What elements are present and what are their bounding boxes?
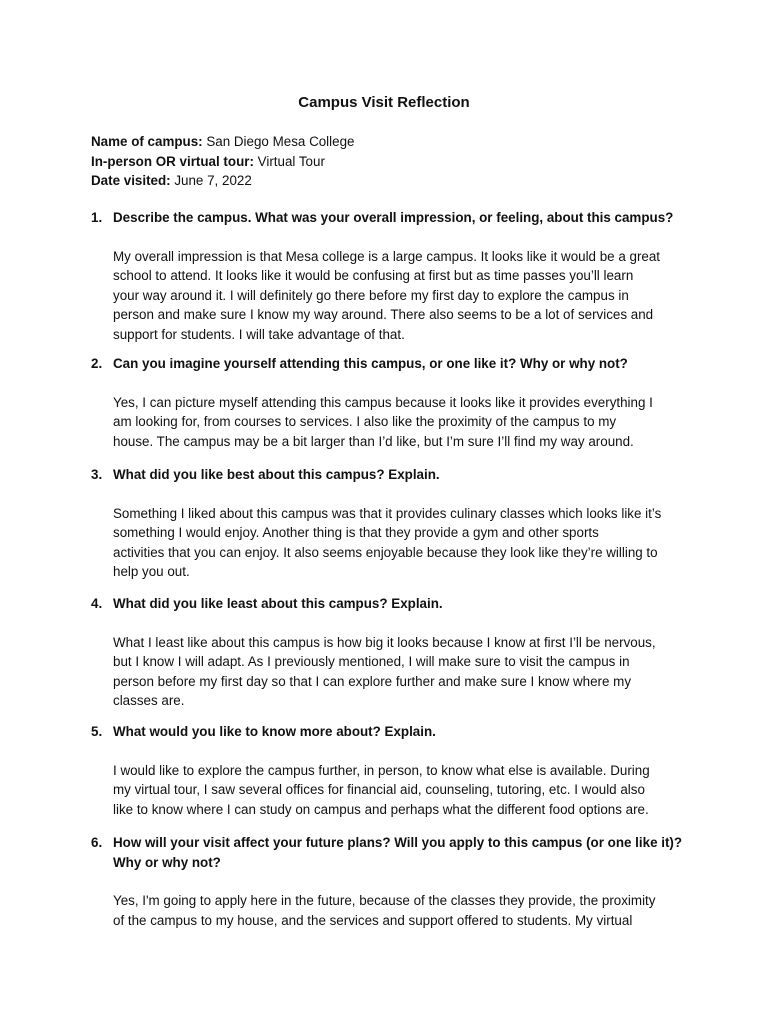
answer-line: activities that you can enjoy. It also seems enjoyable because they look like they’re willing to — [113, 544, 658, 560]
campus-name-value: San Diego Mesa College — [202, 134, 355, 149]
answer-line: My overall impression is that Mesa college is a large campus. It looks like it would be a great — [113, 248, 661, 264]
answer-line: What I least like about this campus is how big it looks because I know at first I’ll be nervous, — [113, 634, 656, 650]
answer-text — [113, 504, 691, 582]
question-text: What would you like to know more about? Explain. — [113, 724, 436, 739]
answer-line: like to know where I can study on campus and perhaps what the different food options are. — [113, 801, 649, 817]
answer-text — [113, 247, 691, 345]
answer-line: support for students. I will take advantage of that. — [113, 326, 405, 342]
date-visited-line — [91, 171, 354, 191]
answer-line: Yes, I can picture myself attending this campus because it looks like it provides everything I — [113, 394, 653, 410]
answer-line: person before my first day so that I can explore further and make sure I know where my — [113, 673, 632, 689]
answer-line: something I would enjoy. Another thing is that they provide a gym and other sports — [113, 525, 599, 540]
answer-text — [113, 633, 691, 711]
question-number: 6. — [91, 835, 103, 850]
question-item — [91, 208, 691, 344]
answer-line: am looking for, from courses to services. I also like the proximity of the campus to my — [113, 414, 617, 429]
question-text: Can you imagine yourself attending this campus, or one like it? Why or why not? — [113, 356, 628, 371]
question-number: 4. — [91, 596, 103, 611]
answer-line: my virtual tour, I saw several offices for financial aid, counseling, tutoring, etc. I would also — [113, 782, 645, 797]
answer-line: your way around it. I will definitely go there before my first day to explore the campus in — [113, 287, 629, 303]
question-item — [91, 594, 691, 711]
question-item — [91, 722, 691, 819]
question-number: 5. — [91, 724, 103, 739]
answer-text — [113, 761, 691, 820]
answer-line: school to attend. It looks like it would be confusing at first but as time passes you’ll learn — [113, 268, 634, 283]
question-text — [113, 833, 691, 872]
question-item — [91, 354, 691, 451]
campus-name-label: Name of campus: — [91, 134, 203, 149]
answer-line: Something I liked about this campus was that it provides culinary classes which looks like it’s — [113, 505, 662, 521]
answer-line: but I know I will adapt. As I previously mentioned, I will make sure to visit the campus in — [113, 654, 630, 669]
question-number: 3. — [91, 467, 103, 482]
answer-line: house. The campus may be a bit larger than I’d like, but I’m sure I’ll find my way around. — [113, 433, 634, 449]
question-text: What did you like least about this campus? Explain. — [113, 596, 443, 611]
tour-type-label: In-person OR virtual tour: — [91, 153, 254, 169]
visit-details — [91, 132, 354, 191]
question-number: 2. — [91, 356, 103, 371]
answer-line: of the campus to my house, and the services and support offered to students. My virtual — [113, 912, 633, 928]
question-line: Why or why not? — [113, 854, 221, 870]
campus-name-line — [91, 132, 354, 152]
question-line: How will your visit affect your future plans? Will you apply to this campus (or one like it)? — [113, 835, 683, 850]
answer-line: help you out. — [113, 564, 190, 579]
answer-line: person and make sure I know my way around. There also seems to be a lot of services and — [113, 307, 654, 322]
answer-text — [113, 891, 691, 930]
answer-text — [113, 393, 691, 452]
question-text: What did you like best about this campus? Explain. — [113, 467, 440, 482]
answer-line: Yes, I'm going to apply here in the future, because of the classes they provide, the proximity — [113, 893, 656, 908]
document-title: Campus Visit Reflection — [298, 94, 470, 111]
tour-type-value: Virtual Tour — [253, 153, 325, 169]
question-item — [91, 465, 691, 582]
question-number: 1. — [91, 210, 103, 225]
question-item — [91, 833, 691, 930]
question-text: Describe the campus. What was your overall impression, or feeling, about this campus? — [113, 210, 674, 225]
answer-line: I would like to explore the campus further, in person, to know what else is available. During — [113, 762, 650, 778]
date-visited-value: June 7, 2022 — [170, 173, 252, 188]
answer-line: classes are. — [113, 693, 185, 708]
date-visited-label: Date visited: — [91, 173, 171, 188]
tour-type-line — [91, 152, 354, 172]
